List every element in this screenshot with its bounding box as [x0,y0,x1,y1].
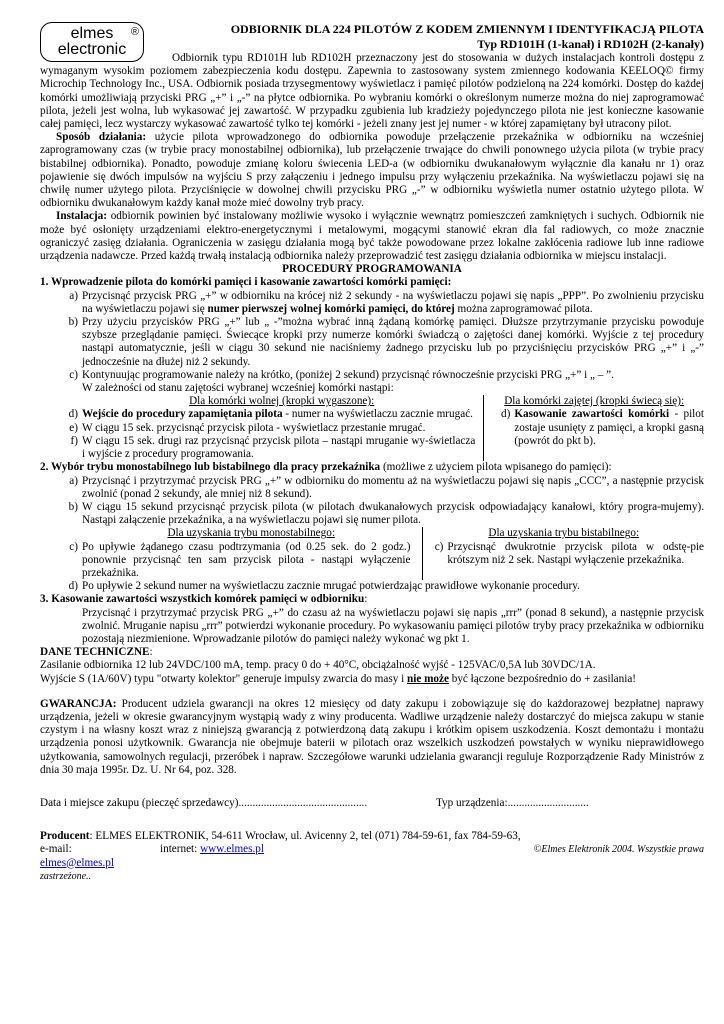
device-type-field[interactable]: Typ urządzenia:............................. [436,796,589,809]
producer-label: Producent [40,830,90,843]
s2-c-left-text: Po upływie żądanego czasu podtrzymania (od 0.25 sek. do 2 godz.) ponownie przycisnąć ten sam przycisk pilota - nastąpi wyłączenie przekaźnika. [82,540,411,579]
document-header [172,22,704,52]
s1-e-text: W ciągu 15 sek. przycisnąć przycisk pilota - wyświetlacz przestanie mrugać. [82,421,426,434]
s2-two-columns [40,527,704,580]
s1-item-d: d) Wejście do procedury zapamiętania pilota - numer na wyświetlaczu zacznie mrugać. [68,408,473,421]
s1-a-post: można zaprogramować pilota. [454,302,593,315]
section-3-title-post: : [364,593,368,606]
producer-text: : ELMES ELEKTRONIK, 54-611 Wrocław, ul. Avicenny 2, tel (071) 784-59-61, fax 784-59-63, [89,830,521,843]
document-page [40,22,704,883]
email-link[interactable]: elmes@elmes.pl [40,856,114,869]
s2-item-b: b) W ciągu 15 sekund przycisnąć przycisk pilota (w pilotach dwukanałowych przycisk odpowiadający kanałowi, który progra-mujemy). Nastąpi załączenie przekaźnika, a na wyświetlaczu pojawi się numer pilota. [68,500,704,527]
s1-item-e: e) W ciągu 15 sek. przycisnąć przycisk pilota - wyświetlacz przestanie mrugać. [40,422,483,435]
s1-item-rd: d) Kasowanie zawartości komórki - pilot zostaje usunięty z pamięci, a kropki gasną (powrót do pkt b). [501,408,704,447]
s2-d-text: Po upływie 2 sekund numer na wyświetlaczu zacznie mrugać potwierdzając prawidłowe wykonanie procedury. [82,580,580,593]
s1-d-bold: Wejście do procedury zapamiętania pilota [82,408,283,421]
s1-right-column [484,395,704,461]
s1-c-continuation: W zależności od stanu zajętości wybranej wcześniej komórki nastąpi: [82,382,394,395]
s2-a-text: Przycisnąć i przytrzymać przycisk PRG „+” w odbiorniku do momentu aż na wyświetlaczu pojawi się napis „CCC”, a następnie przycisk zwolnić (ponad 2 sekundy, ale mniej niż 8 sekund). [82,474,704,500]
s1-two-columns [40,395,704,461]
s2-item-c-left: c) Po upływie żądanego czasu podtrzymania (od 0.25 sek. do 2 godz.) ponownie przycisnąć ten sam przycisk pilota - nastąpi wyłączenie przekaźnika. [69,540,411,579]
s1-rd-text: - pilot zostaje usunięty z pamięci, a kropki gasną (powrót do pkt b). [514,408,704,447]
s1-b-text: Przy użyciu przycisków PRG „+” lub „ -”można wybrać inną żądaną komórkę pamięci. Dłuższe przytrzymanie przycisku powoduje szybsze przeglądanie pamięci. Świecące kropki przy numerze komórki świadczą o zajętości danej komórki. Wyjście z tej procedury nastąpi automatycznie, jeśli w ciągu 30 sekund nie naciśniemy żadnego przycisku lub po przyciśnięciu przycisków PRG „+” i „-” jednocześnie na dłużej niż 2 sekundy. [82,316,704,368]
operation-paragraph [40,131,704,210]
tech-line-2-post: być łączone bezpośrednio do + zasilania! [448,672,637,685]
s1-c-text: Kontynuując programowanie należy na krótko, (poniżej 2 sekund) przycisnąć równocześnie przyciski PRG „+” i „ – ”. [82,368,614,381]
tech-line-2 [40,673,704,686]
document-subtitle: Typ RD101H (1-kanał) i RD102H (2-kanały) [477,37,704,51]
s1-item-c: c) Kontynuując programowanie należy na krótko, (poniżej 2 sekund) przycisnąć równocześnie przyciski PRG „+” i „ – ”. [40,369,704,382]
elmes-logo [40,22,144,62]
section-2-title: 2. Wybór trybu monostabilnego lub bistabilnego dla pracy przekaźnika [40,461,381,474]
procedures-title: PROCEDURY PROGRAMOWANIA [282,263,462,276]
s1-a-text: Przycisnąć przycisk PRG „+” w odbiorniku na krócej niż 2 sekundy - na wyświetlaczu pojawi się napis „PPP”. Po zwolnieniu przycisku na wyświetlaczu pojawi się [82,289,704,315]
warranty-text: Producent udziela gwarancji na okres 12 miesięcy od daty zakupu i zobowiązuje się do każdorazowej bezpłatnej naprawy urządzenia, jeżeli w okresie gwarancyjnym wystąpią wady z winy producenta. Wadliwe urządzenie należy dostarczyć do miejsca zakupu w stanie czystym i na własny koszt wraz z niniejszą gwarancją z potwierdzoną datą zakupu i krótkim opisem uszkodzenia. Koszt demontażu i montażu urządzenia ponosi użytkownik. Gwarancja nie obejmuje baterii w pilotach oraz wszelkich uszkodzeń powstałych w wyniku nieprawidłowego użytkowania, samowolnych regulacji, przeróbek i napraw. Szczegółowe warunki udzielania gwarancji reguluje Rozporządzenie Rady Ministrów z dnia 30 maja 1995r. Dz. U. Nr 64, poz. 328. [40,697,704,776]
tech-title: DANE TECHNICZNE [40,646,150,659]
s1-item-b: b) Przy użyciu przycisków PRG „+” lub „ -”można wybrać inną żądaną komórkę pamięci. Dłuższe przytrzymanie przycisku powoduje szybsze przeglądanie pamięci. Świecące kropki przy numerze komórki świadczą o zajętości danej komórki. Wyjście z tej procedury nastąpi automatycznie, jeśli w ciągu 30 sekund nie naciśniemy żadnego przycisku lub po przyciśnięciu przycisków PRG „+” i „-” jednocześnie na dłużej niż 2 sekundy. [68,316,704,368]
section-2-title-line [40,461,704,474]
tech-line-2-pre: Wyjście S (1A/60V) typu "otwarty kolektor" generuje impulsy zwarcia do masy i [40,672,407,685]
tech-title-line [40,646,704,659]
s2-c-right-text: Przycisnąć dwukrotnie przycisk pilota w odstę-pie krótszym niż 2 sek. Nastąpi wyłączenie przekaźnika. [447,540,704,566]
email-label: e-mail: [40,843,72,856]
producer-line [40,830,704,843]
installation-text: odbiornik powinien być instalowany możliwie wysoko i wyłącznie wewnątrz pomieszczeń zamkniętych i suchych. Odbiornik nie może być osłonięty urządzeniami elektro-energetycznymi i metalowymi, mogącymi stanowić ekran dla fal radiowych, co może znacznie ograniczyć zasięg działania. Ograniczenia w zasięgu działania mogą być także powodowane przez lokalne zakłócenia radiowe lub inne radiowe urządzenia nadawcze. Przed każdą trwałą instalacją odbiornika należy przeprowadzić test zasięgu działania odbiornika w miejscu instalacji. [40,210,704,263]
copyright-text-2: zastrzeżone.. [40,870,92,882]
s1-left-heading: Dla komórki wolnej (kropki wygaszone): [189,395,375,408]
section-3-title-line [40,593,704,606]
s1-item-f: f) W ciągu 15 sek. drugi raz przycisnąć przycisk pilota – nastąpi mruganie wy-świetlacza i wyjście z procedury programowania. [70,434,476,461]
logo-line-1: elmes [70,25,114,42]
purchase-fields [40,797,704,810]
s1-d-text: - numer na wyświetlaczu zacznie mrugać. [282,408,473,421]
section-1-title: 1. Wprowadzenie pilota do komórki pamięci i kasowanie zawartości komórki pamięci: [40,276,452,289]
section-3-title: 3. Kasowanie zawartości wszystkich komórek pamięci w odbiorniku [40,593,365,606]
s1-right-heading: Dla komórki zajętej (kropki świecą się): [504,395,685,408]
s1-rd-bold: Kasowanie zawartości komórki [514,408,670,421]
installation-paragraph [40,210,704,263]
copyright-text: ©Elmes Elektronik 2004. Wszystkie prawa [533,844,704,856]
s2-left-heading: Dla uzyskania trybu monostabilnego: [167,527,335,540]
s2-right-column [423,527,704,580]
s2-item-d: d) Po upływie 2 sekund numer na wyświetlaczu zacznie mrugać potwierdzając prawidłowe wykonanie procedury. [40,580,704,593]
operation-text: użycie pilota wprowadzonego do odbiornika powoduje przełączenie przekaźnika w odbiorniku na wcześniej zaprogramowany czas (w trybie pracy monostabilnej odbiornika), lub przełączenie trwające do chwili ponownego użycia pilota (w trybie pracy bistabilnej odbiornika). Ponadto, powoduje zmianę koloru świecenia LED-a (w odbiorniku dwukanałowym wyłącznie dla kanału nr 1) oraz pojawienie się dwóch impulsów na wyjściu S przy załączeniu i jednego impulsu przy wyłączeniu przekaźnika. Na wyświetlaczu pojawi się na chwilę numer użytego pilota. Przyciśnięcie w dowolnej chwili przycisku PRG „-” w odbiorniku wyświetla numer ostatnio użytego pilota. W odbiorniku dwukanałowym każdy kanał może mieć dowolny tryb pracy. [40,131,704,210]
warranty-label: GWARANCJA: [40,697,117,710]
document-title: ODBIORNIK DLA 224 PILOTÓW Z KODEM ZMIENNYM I IDENTYFIKACJĄ PILOTA [230,22,704,36]
registered-mark: ® [130,26,139,38]
s2-item-a: a) Przycisnąć i przytrzymać przycisk PRG „+” w odbiorniku do momentu aż na wyświetlaczu pojawi się napis „CCC”, a następnie przycisk zwolnić (ponad 2 sekundy, ale mniej niż 8 sekund). [69,474,704,500]
s1-item-a: a) Przycisnąć przycisk PRG „+” w odbiorniku na krócej niż 2 sekundy - na wyświetlaczu pojawi się napis „PPP”. Po zwolnieniu przycisku na wyświetlaczu pojawi się numer pierwszej wolnej komórki pamięci, do której można zaprogramować pilota. [69,289,704,315]
intro-paragraph: Odbiornik typu RD101H lub RD102H przeznaczony jest do stosowania w dużych instalacjach kontroli dostępu z wymaganym wysokim poziomem zabezpieczenia kodu dostępu. Zapewnia to zastosowany system zmiennego kodowania KEELOQ© firmy Microchip Technology Inc., USA. Odbiornik posiada trzysegmentowy wyświetlacz i pamięć pilotów podzieloną na 224 komórki. Dostęp do każdej komórki umożliwiają przyciski PRG „+” i „-” na płytce odbiornika. Po wybraniu komórki o określonym numerze można do niej zaprogramować pilota, jeżeli jest wolna, lub wykasować jej zawartość. W przypadku zgubienia lub kradzieży pojedynczego pilota nie jest konieczne kasowanie całej pamięci, lecz wystarczy wykasować zawartość tylko tej komórki - jeżeli znany jest jej numer - w której zapamiętany był utracony pilot. [40,52,704,131]
s1-a-bold: numer pierwszej wolnej komórki pamięci, do której [207,302,455,315]
installation-label: Instalacja: [56,210,107,223]
s3-text: Przycisnąć i przytrzymać przycisk PRG „+” do czasu aż na wyświetlaczu pojawi się napis „rrr” (ponad 8 sekund), a następnie przycisk zwolnić. Mruganie napisu „rrr” potwierdzi wykonanie procedury. Po wykasowaniu pamięci pilotów tryby pracy przekaźnika w odbiorniku pozostają niezmienione. Wprowadzanie pilotów do pamięci należy wykonać wg pkt 1. [82,606,704,645]
s1-left-column [40,395,484,461]
contact-line [40,843,704,869]
s1-f-text: W ciągu 15 sek. drugi raz przycisnąć przycisk pilota – nastąpi mruganie wy-świetlacza i wyjście z procedury programowania. [82,434,476,461]
tech-title-post: : [149,646,153,659]
s2-right-heading: Dla uzyskania trybu bistabilnego: [488,527,640,540]
purchase-date-field[interactable]: Data i miejsce zakupu (pieczęć sprzedawcy).............................................. [40,796,368,809]
s2-left-column [40,527,423,580]
s2-item-c-right: c) Przycisnąć dwukrotnie przycisk pilota w odstę-pie krótszym niż 2 sek. Nastąpi wyłączenie przekaźnika. [434,540,704,566]
website-link[interactable]: www.elmes.pl [200,843,264,856]
tech-line-2-bold: nie może [407,672,449,685]
s2-b-text: W ciągu 15 sekund przycisnąć przycisk pilota (w pilotach dwukanałowych przycisk odpowiadający kanałowi, który progra-mujemy). Nastąpi załączenie przekaźnika, a na wyświetlaczu pojawi się numer pilota. [82,500,704,527]
logo-line-2: electronic [57,41,127,58]
operation-label: Sposób działania: [56,131,147,144]
warranty-paragraph [40,698,704,777]
section-2-title-post: (możliwe z użyciem pilota wpisanego do pamięci): [380,461,612,474]
internet-label: internet: [160,843,201,856]
tech-line-1: Zasilanie odbiornika 12 lub 24VDC/100 mA, temp. pracy 0 do + 40°C, obciążalność wyjść - 125VAC/0,5A lub 30VDC/1A. [40,659,596,672]
